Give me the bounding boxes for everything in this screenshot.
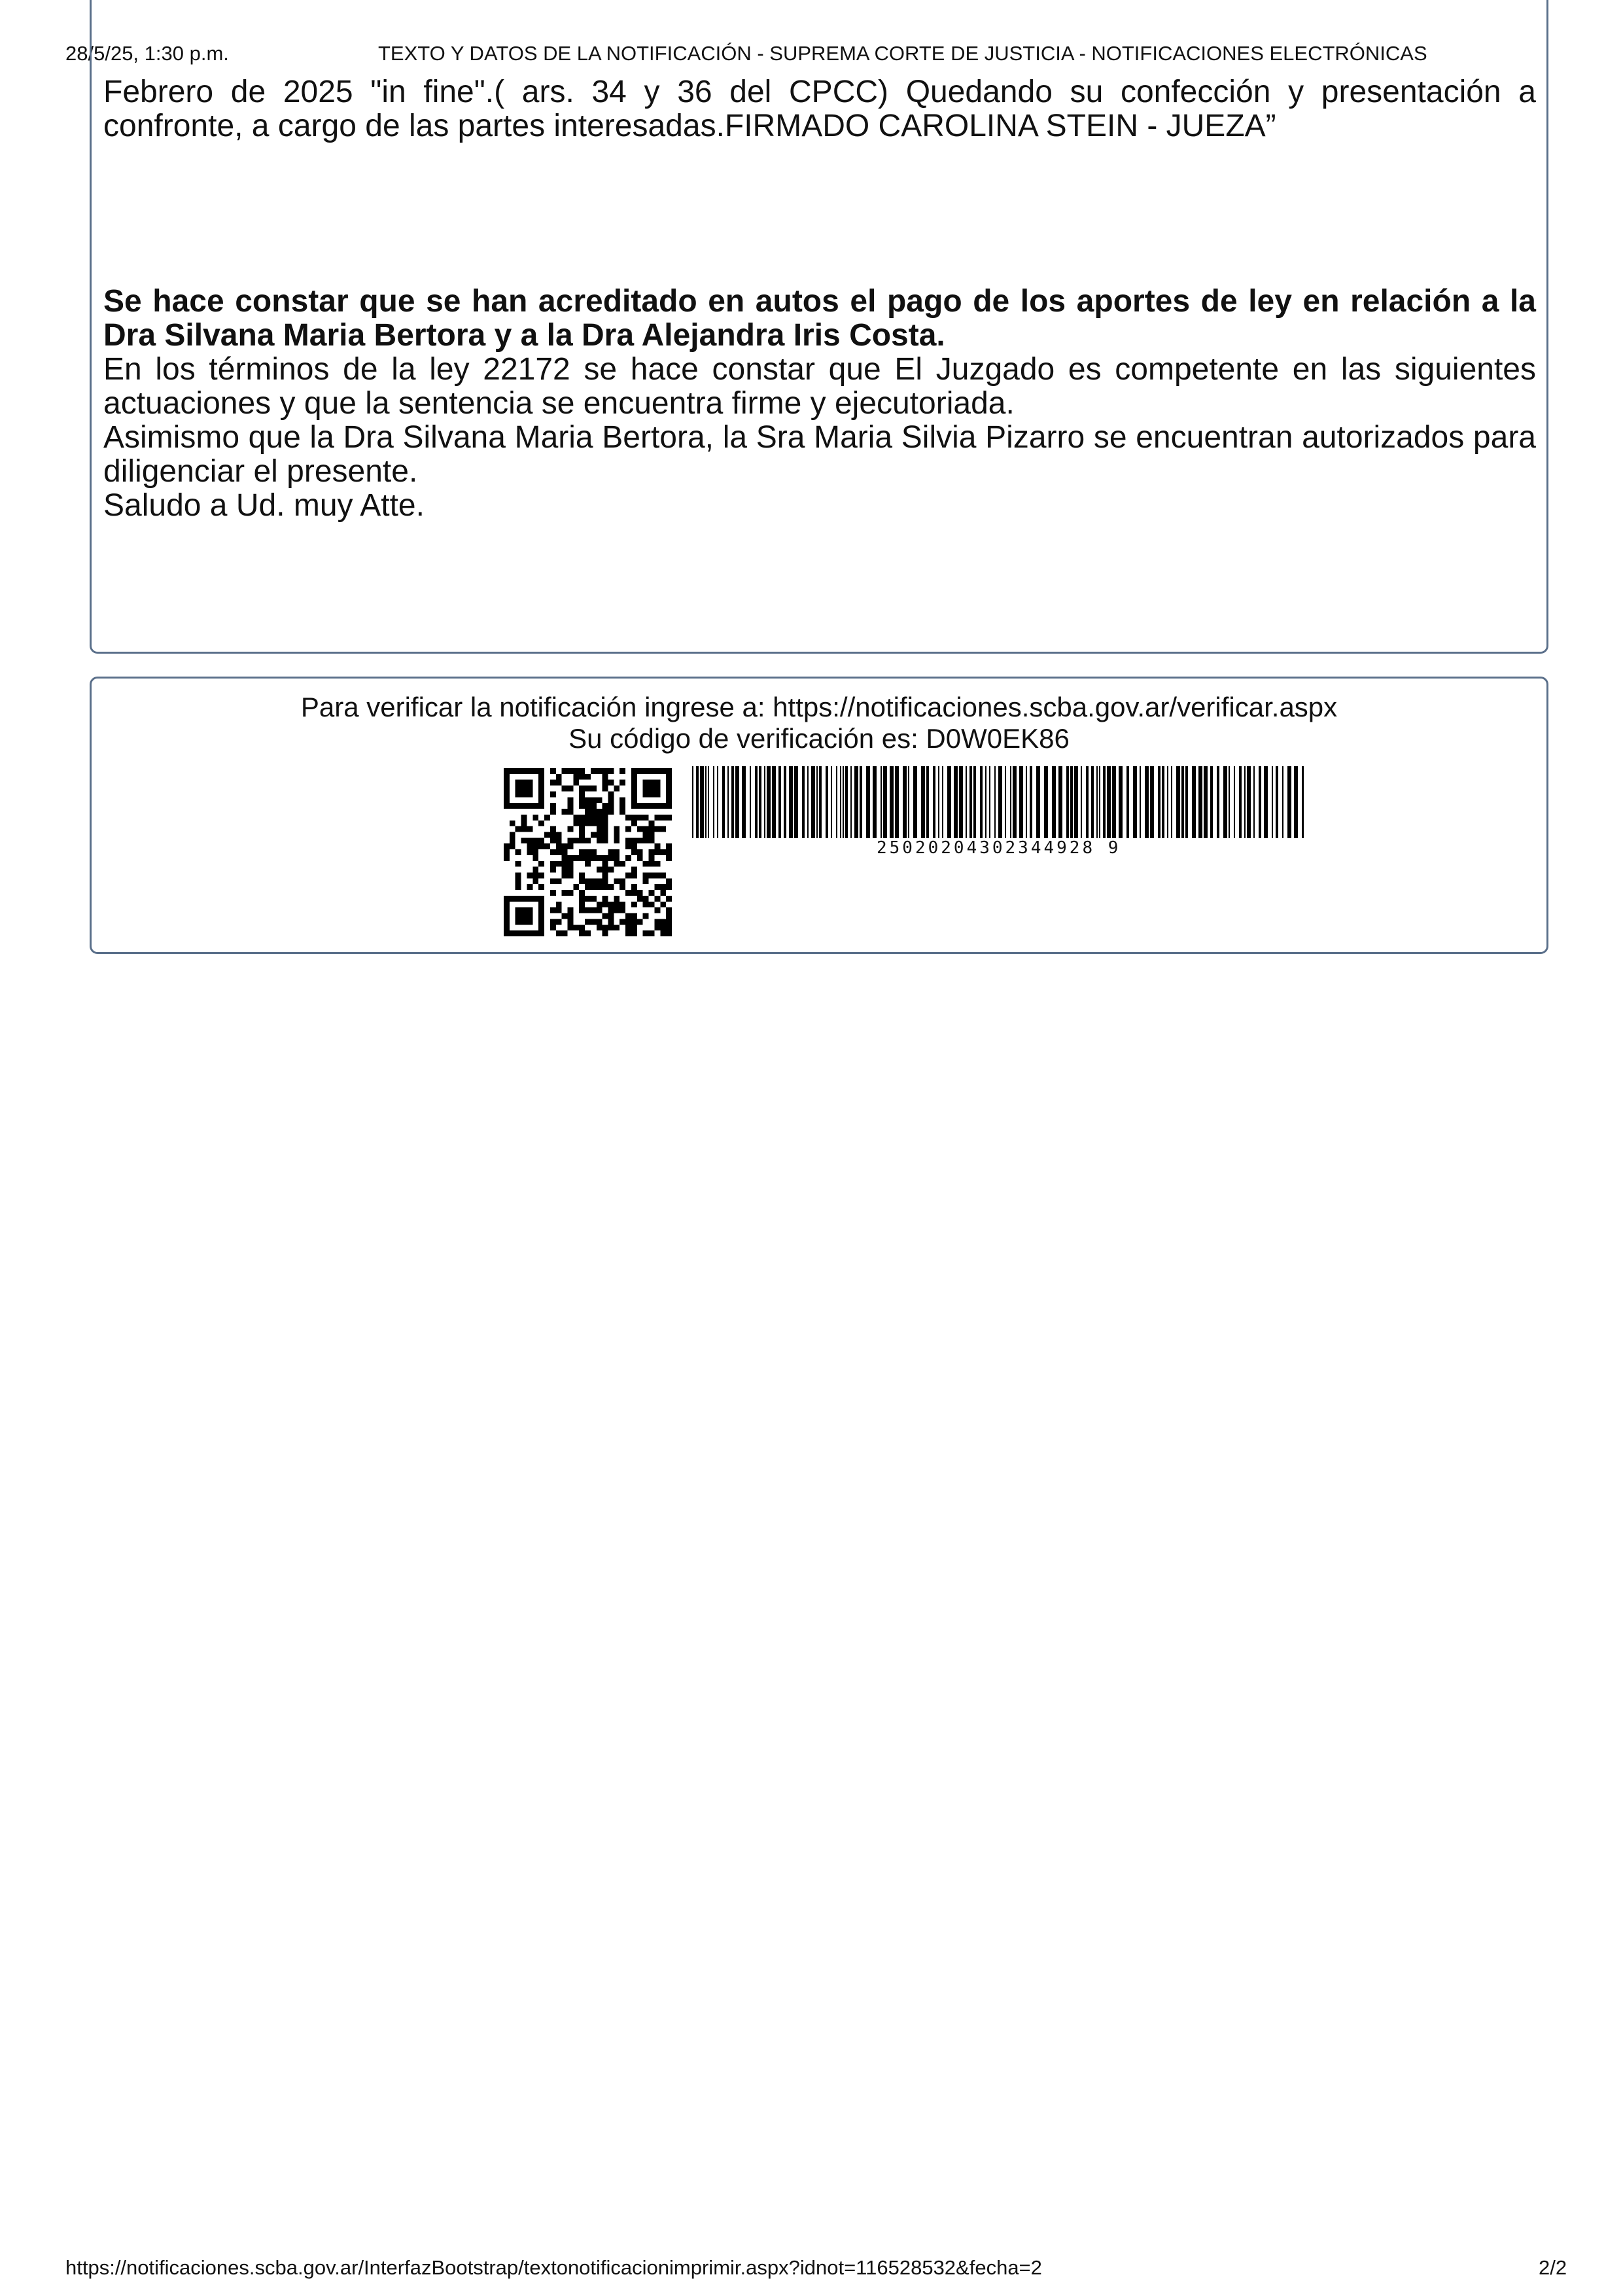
verification-code: Su código de verificación es: D0W0EK86 (568, 723, 1070, 754)
text-line: confronte, a cargo de las partes interesadas.FIRMADO CAROLINA STEIN - JUEZA” (103, 109, 1276, 143)
closing-salutation: Saludo a Ud. muy Atte. (103, 488, 425, 523)
print-footer-url: https://notificaciones.scba.gov.ar/InterfazBootstrap/textonotificacionimprimir.aspx?idnot=116528532&fecha=2 (65, 2256, 1042, 2279)
notification-text-box (90, 0, 1548, 654)
text-line: Febrero de 2025 "in fine".( ars. 34 y 36 del CPCC) Quedando su confección y presentación a (103, 75, 1536, 109)
print-header-title: TEXTO Y DATOS DE LA NOTIFICACIÓN - SUPREMA CORTE DE JUSTICIA - NOTIFICACIONES ELECTRÓNICAS (378, 42, 1427, 65)
fees-statement: Se hace constar que se han acreditado en autos el pago de los aportes de ley en relación a la Dra Silvana Maria Bertora y a la Dra Alejandra Iris Costa. (103, 284, 1536, 353)
page-number: 2/2 (1539, 2256, 1567, 2279)
notification-text-closing (103, 285, 1536, 523)
notification-text-continuation (103, 75, 1536, 143)
verification-box (90, 677, 1548, 954)
competence-statement: En los términos de la ley 22172 se hace constar que El Juzgado es competente en las siguientes actuaciones y que la sentencia se encuentra firme y ejecutoriada. (103, 352, 1536, 421)
barcode-icon (692, 766, 1304, 838)
authorized-statement: Asimismo que la Dra Silvana Maria Bertora, la Sra Maria Silvia Pizarro se encuentran autorizados para diligenciar el presente. (103, 420, 1536, 489)
print-datetime: 28/5/25, 1:30 p.m. (65, 42, 229, 65)
verification-instruction: Para verificar la notificación ingrese a: https://notificaciones.scba.gov.ar/verificar.aspx (300, 692, 1338, 722)
qr-code-icon (504, 768, 672, 936)
barcode-number: 25020204302344928 9 (877, 838, 1121, 858)
